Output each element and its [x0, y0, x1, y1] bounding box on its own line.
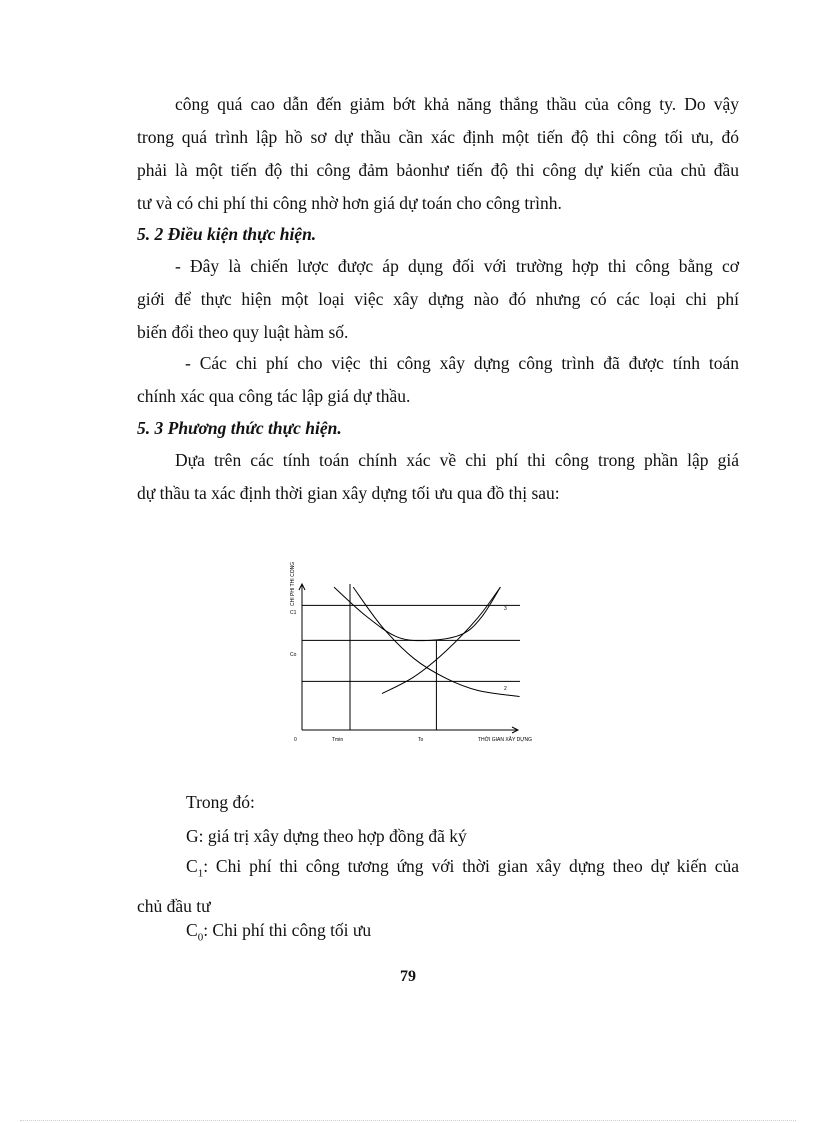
- text-line: phải là một tiến độ thi công đảm bảonhư tiến độ thi công dự kiến của chủ đầu: [137, 160, 739, 180]
- text-line: công quá cao dẫn đến giảm bớt khả năng thắng thầu của công ty. Do vậy: [175, 94, 739, 114]
- c0-description: : Chi phí thi công tối ưu: [203, 920, 372, 940]
- chart-curves: [334, 587, 520, 696]
- section-heading-5-3: 5. 3 Phương thức thực hiện.: [137, 418, 342, 438]
- text-line: giới để thực hiện một loại việc xây dựng nào đó nhưng có các loại chi phí: [137, 289, 739, 309]
- text-line: Dựa trên các tính toán chính xác về chi phí thi công trong phần lập giá: [175, 450, 739, 470]
- legend-c1: [137, 850, 739, 922]
- legend-c1-line: [137, 850, 739, 890]
- text-line: dự thầu ta xác định thời gian xây dựng tối ưu qua đồ thị sau:: [137, 483, 560, 503]
- text-line: chính xác qua công tác lập giá dự thầu.: [137, 386, 411, 406]
- chart-labels: [290, 562, 532, 743]
- x-axis-label: THỜI GIAN XÂY DỰNG: [478, 737, 533, 743]
- curve-label-3: 3: [504, 606, 507, 612]
- cost-time-chart: [272, 548, 562, 748]
- legend-g: G: giá trị xây dựng theo hợp đồng đã ký: [186, 826, 467, 846]
- legend-c0: [186, 918, 371, 950]
- section-heading-5-2: 5. 2 Điều kiện thực hiện.: [137, 224, 317, 244]
- legend-intro: Trong đó:: [186, 792, 255, 812]
- paragraph-costs: [137, 347, 739, 413]
- c1-subscript: 1: [197, 867, 204, 880]
- text-line: tư và có chi phí thi công nhờ hơn giá dự toán cho công trình.: [137, 193, 562, 213]
- paragraph-intro: [137, 88, 739, 220]
- c0-symbol: C: [186, 920, 198, 940]
- c1-description: : Chi phí thi công tương ứng với thời gian xây dựng theo dự kiến của: [203, 856, 739, 876]
- c0-subscript: 0: [197, 931, 204, 944]
- y-tick-co: Co: [290, 652, 297, 658]
- x-tick-origin: 0: [294, 737, 297, 743]
- text-line: - Đây là chiến lược được áp dụng đối với trường hợp thi công bằng cơ: [175, 256, 739, 276]
- chart-axes: [299, 584, 518, 733]
- y-axis-label: CHI PHI THI CONG: [290, 561, 296, 606]
- text-line: biến đổi theo quy luật hàm số.: [137, 322, 349, 342]
- legend-c1-line-2: chủ đầu tư: [137, 895, 211, 916]
- paragraph-conditions: [137, 250, 739, 349]
- paragraph-method: [137, 444, 739, 510]
- text-line: - Các chi phí cho việc thi công xây dựng công trình đã được tính toán: [185, 353, 739, 373]
- page-bottom-rule: [20, 1120, 796, 1121]
- text-line: trong quá trình lập hồ sơ dự thầu cần xác định một tiến độ thi công tối ưu, đó: [137, 127, 739, 147]
- x-tick-to: To: [418, 737, 424, 743]
- c1-symbol: C: [186, 856, 198, 876]
- x-tick-tmin: Tmin: [332, 737, 344, 743]
- y-tick-c1: C1: [290, 610, 297, 616]
- page-number: 79: [400, 968, 416, 985]
- curve-label-2: 2: [504, 686, 507, 692]
